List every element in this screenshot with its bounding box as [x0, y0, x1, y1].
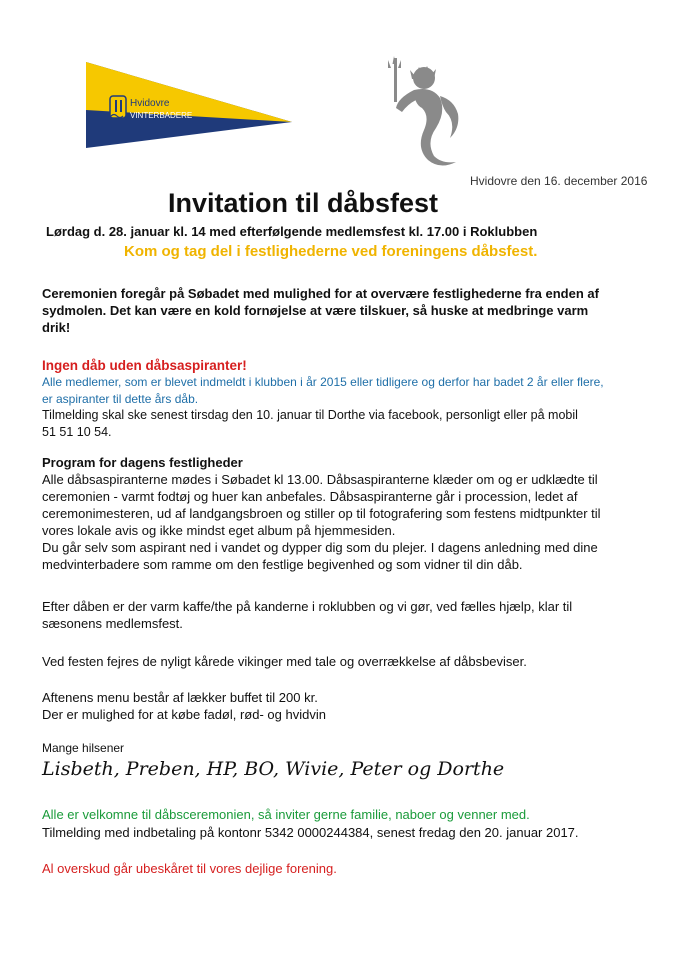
program-line: ceremonien - varmt fodtøj og huer kan anbefales. Dåbsaspiranterne går i procession, ledet af: [42, 489, 578, 504]
greeting: Mange hilsener: [42, 741, 125, 755]
event-subtitle: Lørdag d. 28. januar kl. 14 med efterfølgende medlemsfest kl. 17.00 i Roklubben: [46, 224, 538, 239]
logo-line1: Hvidovre: [130, 98, 170, 109]
after-line: Efter dåben er der varm kaffe/the på kanderne i roklubben og vi gør, ved fælles hjælp, klar til: [42, 599, 573, 614]
surplus-line: Al overskud går ubeskåret til vores dejlige forening.: [42, 861, 337, 876]
festen-paragraph: Ved festen fejres de nyligt kårede vikinger med tale og overrækkelse af dåbsbeviser.: [42, 654, 527, 669]
after-line: sæsonens medlemsfest.: [42, 616, 183, 631]
menu-paragraph: [42, 689, 646, 723]
menu-line: Der er mulighed for at købe fadøl, rød- og hvidvin: [42, 707, 326, 722]
neptune-figure-icon: [384, 56, 470, 168]
payment-line: Tilmelding med indbetaling på kontonr 5342 0000244384, senest fredag den 20. januar 2017.: [42, 825, 579, 840]
program-line: medvinterbadere som ramme om den festlige begivenhed og som vidner til din dåb.: [42, 557, 523, 572]
eligibility-line: er aspiranter til dette års dåb.: [42, 392, 199, 406]
signature: Lisbeth, Preben, HP, BO, Wivie, Peter og Dorthe: [42, 758, 505, 780]
event-tagline: Kom og tag del i festlighederne ved foreningens dåbsfest.: [124, 243, 538, 260]
program-line: Du går selv som aspirant ned i vandet og dypper dig som du plejer. I dagens anledning med dine: [42, 540, 598, 555]
after-paragraph: [42, 598, 646, 632]
menu-line: Aftenens menu består af lækker buffet til 200 kr.: [42, 690, 318, 705]
page-title: Invitation til dåbsfest: [167, 188, 439, 218]
program-line: vores lokale avis og ikke mindst eget album på hjemmesiden.: [42, 523, 396, 538]
welcome-line: Alle er velkomne til dåbsceremonien, så inviter gerne familie, naboer og venner med.: [42, 807, 530, 822]
program-line: Alle dåbsaspiranterne mødes i Søbadet kl 13.00. Dåbsaspiranterne klæder om og er udklædte til: [42, 472, 598, 487]
program-paragraph: [42, 471, 646, 573]
logo-line2: VINTERBADERE: [130, 111, 193, 120]
club-pennant-logo: [86, 62, 292, 148]
intro-paragraph: [42, 285, 646, 336]
aspirants-heading: Ingen dåb uden dåbsaspiranter!: [42, 358, 247, 373]
program-line: ceremonimesteren, ud af landgangsbroen og stiller op til fotografering som festens midtpunkter til: [42, 506, 601, 521]
eligibility-line: Alle medlemer, som er blevet indmeldt i klubben i år 2015 eller tidligere og derfor har badet 2 år eller flere,: [42, 375, 604, 389]
signup-line: 51 51 10 54.: [42, 425, 112, 439]
aspirants-eligibility: [42, 374, 646, 408]
intro-line: sydmolen. Det kan være en kold fornøjelse at være tilskuer, så huske at medbringe varm: [42, 303, 589, 318]
program-heading: Program for dagens festligheder: [42, 455, 243, 470]
aspirants-signup: [42, 407, 646, 441]
signup-line: Tilmelding skal ske senest tirsdag den 10. januar til Dorthe via facebook, personligt eller på mobil: [42, 408, 578, 422]
intro-line: Ceremonien foregår på Søbadet med mulighed for at overvære festlighederne fra enden af: [42, 286, 599, 301]
intro-line: drik!: [42, 320, 71, 335]
letter-date: Hvidovre den 16. december 2016: [470, 174, 648, 188]
